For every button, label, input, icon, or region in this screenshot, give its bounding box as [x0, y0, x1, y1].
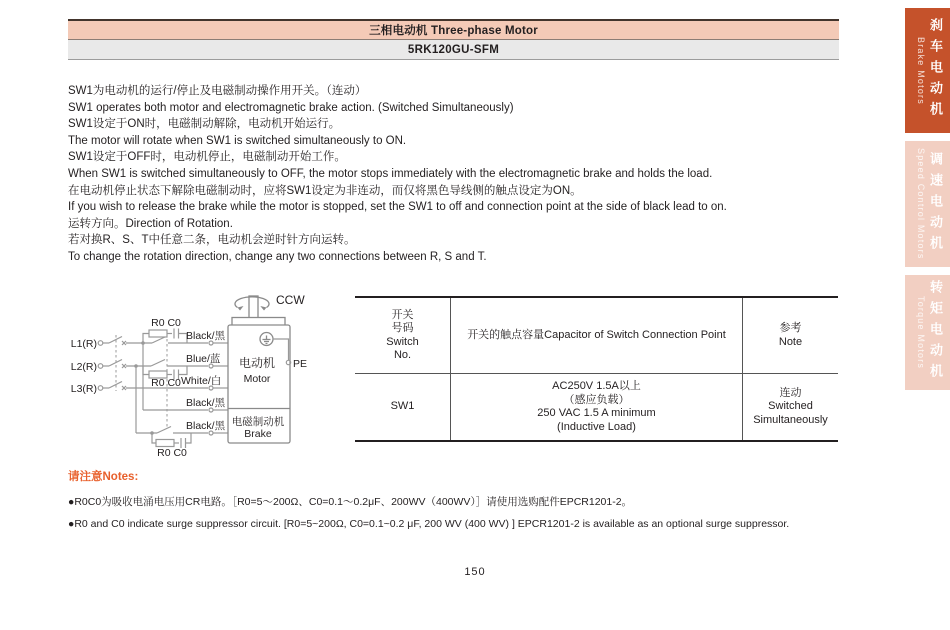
tab-label-en: Speed Control Motors — [916, 148, 926, 260]
cell-text: （感应负载） — [563, 393, 630, 406]
description-line: The motor will rotate when SW1 is switched simultaneously to ON. — [68, 134, 407, 147]
header-text: 开关的触点容量Capacitor of Switch Connection Point — [467, 328, 726, 341]
header-text: No. — [393, 349, 412, 361]
rc-label-bottom: R0 C0 — [157, 447, 187, 459]
rotation-direction-label: CCW — [276, 293, 305, 307]
cell-text: AC250V 1.5A以上 — [552, 380, 641, 392]
input-label-l3: L3(R) — [70, 383, 97, 395]
pe-terminal-label: PE — [293, 358, 308, 370]
tab-label-en: Brake Motors — [916, 36, 926, 105]
cell-text: SW1 — [390, 400, 415, 413]
rc-suppressor-bottom — [152, 433, 191, 459]
motor-label-zh: 电动机 — [238, 356, 276, 370]
motor-type-title: 三相电动机 Three-phase Motor — [68, 19, 839, 40]
sidebar-tab-speed-control-motors[interactable] — [905, 141, 950, 267]
rc-label-middle: R0 C0 — [151, 377, 181, 389]
notes-section — [68, 468, 868, 535]
cell-switch-no — [355, 374, 450, 440]
description-line: When SW1 is switched simultaneously to OFF, the motor stops immediately with the electromagnetic brake and holds the load. — [68, 167, 713, 180]
description-line: 运转方向。Direction of Rotation. — [68, 217, 233, 230]
wire-label-black-3: Black/黑 — [186, 420, 226, 432]
ccw-arrowhead-left — [238, 306, 244, 311]
supply-input-terminals — [71, 338, 103, 395]
table-row — [355, 374, 838, 440]
tab-label-zh: 转矩电动机 — [928, 280, 943, 385]
note-item-en: ●R0 and C0 indicate surge suppressor circuit. [R0=5~200Ω, C0=0.1~0.2 μF, 200 WV (400 WV) ] EPCR1201-2 is available as an optional surge suppressor. — [68, 518, 790, 530]
switch-spec-table — [355, 296, 838, 442]
cell-text: 250 VAC 1.5 A minimum — [537, 407, 656, 419]
description-line: SW1 operates both motor and electromagnetic brake action. (Switched Simultaneously) — [68, 101, 514, 114]
notes-title: 请注意Notes: — [68, 471, 139, 483]
ccw-arrowhead-right — [260, 306, 266, 311]
motor-label-en: Motor — [243, 373, 271, 385]
wire-label-white: White/白 — [181, 375, 222, 387]
col-header-switch-no — [355, 298, 450, 373]
col-header-note — [742, 298, 838, 373]
rc-suppressor-top — [143, 317, 187, 343]
wire-label-blue: Blue/蓝 — [186, 353, 221, 365]
note-item-zh: ●R0C0为吸收电涌电压用CR电路。［R0=5～200Ω、C0=0.1～0.2μF、200WV（400WV）］请使用选购配件EPCR1201-2。 — [68, 496, 633, 508]
model-header-table — [68, 19, 839, 60]
wire-label-black-2: Black/黑 — [186, 397, 226, 409]
header-text: 参考 — [779, 322, 802, 334]
sidebar-tab-torque-motors[interactable] — [905, 275, 950, 390]
input-label-l1: L1(R) — [70, 338, 97, 350]
cell-capacity — [450, 374, 742, 440]
cell-note — [742, 374, 838, 440]
col-header-capacity — [450, 298, 742, 373]
header-text: Note — [778, 335, 803, 348]
description-line: If you wish to release the brake while the motor is stopped, set the SW1 to off and connection point at the side of black lead to on. — [68, 201, 727, 214]
wiring-diagram — [55, 283, 325, 468]
description-line: SW1设定于ON时，电磁制动解除，电动机开始运行。 — [68, 118, 341, 131]
cell-text: (Inductive Load) — [557, 420, 636, 433]
tab-label-en: Torque Motors — [916, 295, 926, 370]
description-block — [68, 83, 848, 266]
brake-label-en: Brake — [244, 428, 272, 440]
input-label-l2: L2(R) — [70, 361, 97, 373]
tab-label-zh: 调速电动机 — [928, 151, 943, 257]
page-number: 150 — [464, 566, 486, 578]
brake-label-zh: 电磁制动机 — [231, 416, 285, 428]
description-line: To change the rotation direction, change any two connections between R, S and T. — [68, 250, 487, 263]
wire-color-labels — [181, 330, 226, 432]
header-text: 号码 — [391, 322, 414, 334]
supply-switch-symbol — [103, 335, 126, 391]
header-text: Switch — [386, 335, 419, 348]
table-header-row — [355, 298, 838, 374]
wire-label-black-1: Black/黑 — [186, 330, 226, 342]
cell-text: 连动 — [779, 386, 802, 399]
model-number: 5RK120GU-SFM — [68, 40, 839, 60]
description-line: SW1设定于OFF时，电动机停止，电磁制动开始工作。 — [68, 151, 346, 164]
description-line: 若对换R、S、T中任意二条，电动机会逆时针方向运转。 — [68, 234, 356, 247]
sidebar-tab-brake-motors[interactable] — [905, 8, 950, 133]
description-line: 在电动机停止状态下解除电磁制动时，应将SW1设定为非连动，而仅将黑色导线侧的触点设定为ON。 — [68, 184, 582, 197]
tab-label-zh: 刹车电动机 — [928, 18, 943, 123]
description-line: SW1为电动机的运行/停止及电磁制动操作用开关。（连动） — [68, 85, 367, 97]
motor-symbol — [228, 293, 307, 443]
header-text: 开关 — [391, 308, 414, 321]
cell-text: Switched — [768, 400, 813, 413]
rc-label-top: R0 C0 — [151, 317, 181, 329]
cell-text: Simultaneously — [753, 413, 828, 426]
